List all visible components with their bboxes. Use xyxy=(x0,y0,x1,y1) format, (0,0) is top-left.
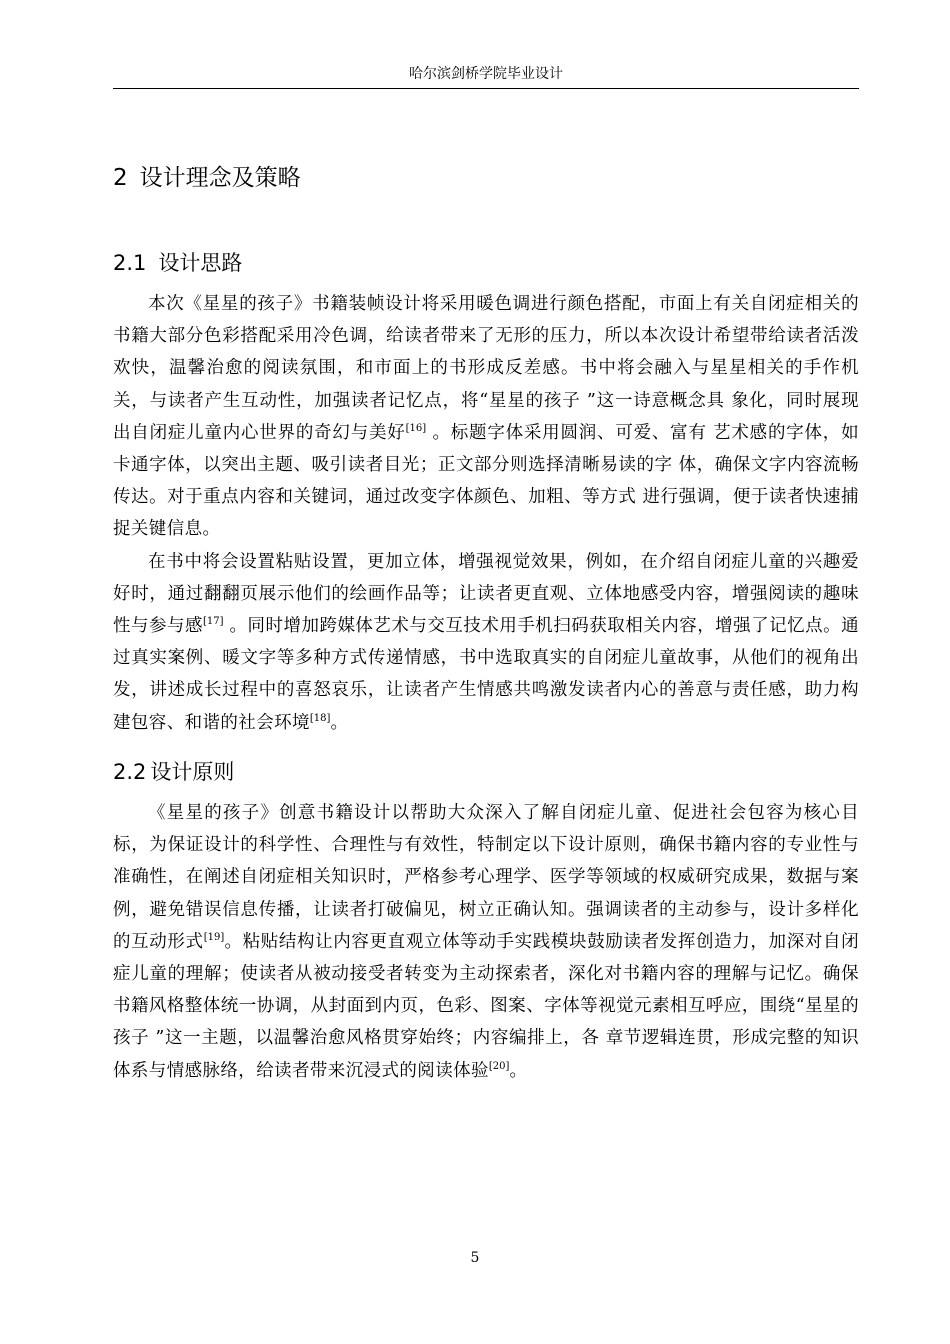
page-header xyxy=(113,60,859,89)
chapter-title-text: 设计理念及策略 xyxy=(139,165,301,191)
chapter-title xyxy=(113,160,301,196)
paragraph-text: 。粘贴结构让内容更直观立体等动手实践模块鼓励读者发挥创造力，加深对自闭症儿童的理解；使读者从被动接受者转变为主动探索者，深化对书籍内容的理解与记忆。确保书籍风格整体统一协调，从封面到内页，色彩、图案、字体等视觉元素相互呼应，围绕“星星的孩子 ”这一主题，以温馨治愈风格贯穿始终；内容编排上，各 章节逻辑连贯，形成完整的知识体系与情感脉络，给读者带来沉浸式的阅读体验 xyxy=(113,931,860,1081)
section-body-2-1 xyxy=(113,288,859,739)
paragraph-text: 《星星的孩子》创意书籍设计以帮助大众深入了解自闭症儿童、促进社会包容为核心目标，为保证设计的科学性、合理性与有效性，特制定以下设计原则，确保书籍内容的专业性与准确性，在阐述自闭症相关知识时，严格参考心理学、医学等领域的权威研究成果，数据与案例，避免错误信息传播，让读者打破偏见，树立正确认知。强调读者的主动参与，设计多样化的互动形式 xyxy=(113,803,859,952)
chapter-number: 2 xyxy=(113,165,128,191)
section-title-2-1 xyxy=(113,246,242,280)
paragraph xyxy=(113,797,859,1087)
page-number: 5 xyxy=(470,1250,480,1266)
paragraph-text: 本次《星星的孩子》书籍装帧设计将采用暖色调进行颜色搭配，市面上有关自闭症相关的书籍大部分色彩搭配采用冷色调，给读者带来了无形的压力，所以本次设计希望带给读者活泼欢快，温馨治愈的阅读氛围，和市面上的书形成反差感。书中将会融入与星星相关的手作机关，与读者产生互动性，加强读者记忆点，将“星星的孩子 ”这一诗意概念具 象化，同时展现出自闭症儿童内心世界的奇幻与美好 xyxy=(113,294,859,443)
paragraph-text: 在书中将会设置粘贴设置，更加立体，增强视觉效果，例如，在介绍自闭症儿童的兴趣爱好时，通过翻翻页展示他们的绘画作品等；让读者更直观、立体地感受内容，增强阅读的趣味性与参与感 xyxy=(113,551,859,637)
paragraph-text: 。 xyxy=(330,712,349,733)
citation-ref: [18] xyxy=(309,712,331,724)
citation-ref: [16] xyxy=(405,422,427,434)
paragraph xyxy=(113,546,859,739)
section-title-text: 设计原则 xyxy=(150,760,235,784)
paragraph-text: 。同时增加跨媒体艺术与交互技术用手机扫码获取相关内容，增强了记忆点。通过真实案例、暖文字等多种方式传递情感，书中选取真实的自闭症儿童故事，从他们的视角出发，讲述成长过程中的喜怒哀乐，让读者产生情感共鸣激发读者内心的善意与责任感，助力构建包容、和谐的社会环境 xyxy=(113,616,859,733)
citation-ref: [19] xyxy=(203,931,225,943)
section-title-2-2 xyxy=(113,755,234,789)
paragraph-text: 。标题字体采用圆润、可爱、富有 艺术感的字体，如卡通字体，以突出主题、吸引读者目光；正文部分则选择清晰易读的字 体，确保文字内容流畅传达。对于重点内容和关键词，通过改变字体颜色、加粗、等方式 进行强调，便于读者快速捕捉关键信息。 xyxy=(113,422,859,540)
header-title: 哈尔滨剑桥学院毕业设计 xyxy=(409,66,563,82)
citation-ref: [17] xyxy=(202,616,224,628)
section-body-2-2 xyxy=(113,797,859,1087)
citation-ref: [20] xyxy=(488,1060,510,1072)
section-number: 2.2 xyxy=(113,760,147,784)
paragraph xyxy=(113,288,859,546)
paragraph-text: 。 xyxy=(509,1060,528,1081)
section-number: 2.1 xyxy=(113,251,147,275)
section-title-text: 设计思路 xyxy=(158,251,243,275)
